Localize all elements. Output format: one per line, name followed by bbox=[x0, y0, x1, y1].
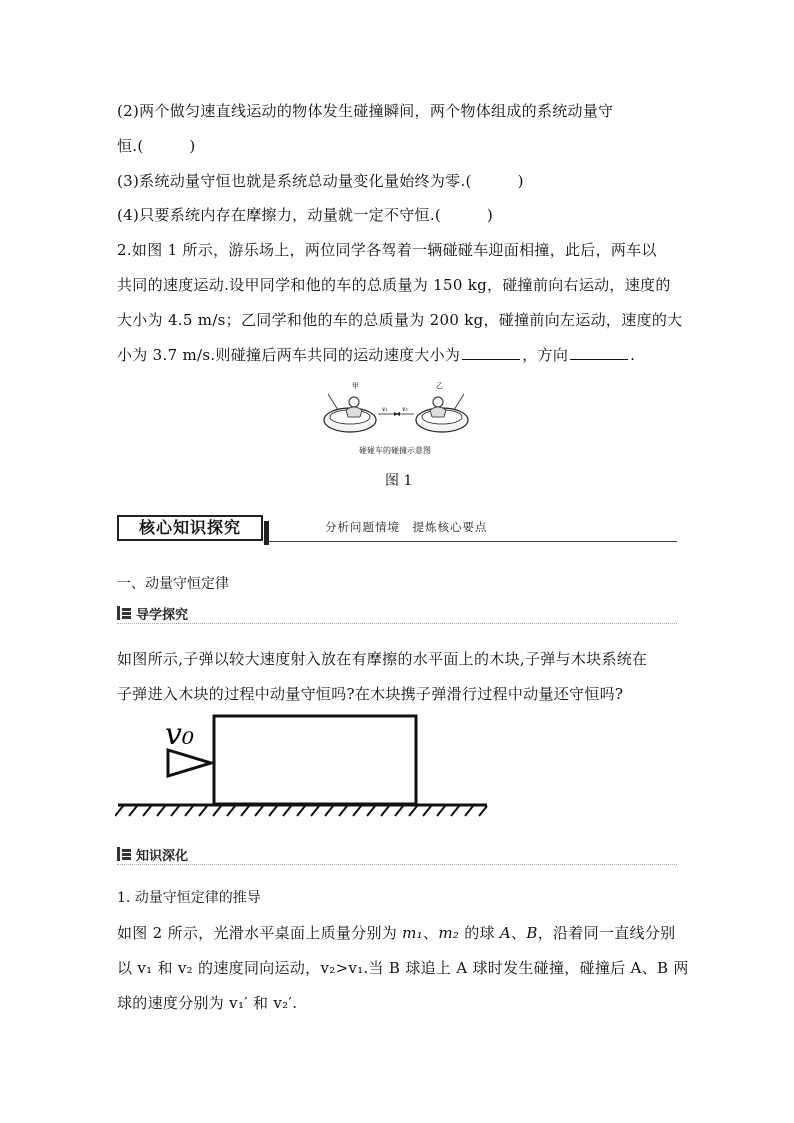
tag-bars-icon bbox=[117, 606, 131, 620]
guide-line2: 子弹进入木块的过程中动量守恒吗?在木块携子弹滑行过程中动量还守恒吗? bbox=[117, 685, 624, 703]
tag-guided-inquiry bbox=[117, 604, 188, 622]
tag-divider bbox=[117, 623, 677, 624]
section-banner bbox=[117, 515, 677, 545]
bumper-car-figure bbox=[320, 380, 470, 460]
figure-1-caption: 碰碰车的碰撞示意图 bbox=[359, 446, 431, 455]
banner-rule bbox=[267, 541, 677, 542]
banner-subtitle: 分析问题情境 提炼核心要点 bbox=[325, 520, 488, 534]
problem-2-line4-text: 小为 3.7 m/s.则碰撞后两车共同的运动速度大小为 bbox=[117, 346, 461, 364]
ball-a: A bbox=[499, 924, 512, 942]
derivation-text: 、 bbox=[423, 924, 439, 942]
mass-m1: m₁ bbox=[402, 924, 423, 942]
problem-2-line3: 大小为 4.5 m/s；乙同学和他的车的总质量为 200 kg，碰撞前向左运动，速度的大 bbox=[117, 311, 683, 329]
wood-block bbox=[214, 716, 416, 804]
derivation-text: 的球 bbox=[459, 924, 500, 942]
subsection-heading: 1. 动量守恒定律的推导 bbox=[117, 890, 261, 906]
tag-label: 知识深化 bbox=[136, 848, 189, 864]
bumper-car-illustration bbox=[320, 380, 470, 442]
section-heading: 一、动量守恒定律 bbox=[117, 576, 229, 592]
answer-blank-speed[interactable] bbox=[462, 345, 520, 360]
tag-label: 导学探究 bbox=[136, 607, 189, 623]
item-2-line2: 恒.( ) bbox=[117, 137, 196, 155]
tag-divider bbox=[117, 864, 677, 865]
derivation-text: 、 bbox=[511, 924, 527, 942]
mass-m2: m₂ bbox=[438, 924, 460, 942]
item-4: (4)只要系统内存在摩擦力，动量就一定不守恒.( ) bbox=[117, 206, 494, 224]
ball-b: B bbox=[526, 924, 538, 942]
problem-2-line4-direction: ，方向 bbox=[522, 346, 569, 364]
item-2-line1: (2)两个做匀速直线运动的物体发生碰撞瞬间，两个物体组成的系统动量守 bbox=[117, 102, 614, 120]
derivation-text: 如图 2 所示，光滑水平桌面上质量分别为 bbox=[117, 924, 403, 942]
derivation-line1 bbox=[117, 922, 675, 943]
tag-bars-icon bbox=[117, 847, 131, 861]
tag-knowledge-deepening bbox=[117, 845, 188, 863]
label-v2: v₂ bbox=[402, 406, 408, 413]
problem-2-line1: 2.如图 1 所示，游乐场上，两位同学各驾着一辆碰碰车迎面相撞，此后，两车以 bbox=[117, 241, 657, 259]
banner-title: 核心知识探究 bbox=[117, 515, 263, 541]
figure-1-label: 图 1 bbox=[385, 473, 413, 489]
item-3: (3)系统动量守恒也就是系统总动量变化量始终为零.( ) bbox=[117, 172, 524, 190]
problem-2-line4-end: . bbox=[630, 346, 636, 364]
derivation-line3: 球的速度分别为 v₁′ 和 v₂′. bbox=[117, 994, 298, 1012]
label-jia: 甲 bbox=[352, 382, 359, 390]
label-yi: 乙 bbox=[436, 382, 443, 390]
bullet bbox=[168, 750, 211, 776]
guide-line1: 如图所示,子弹以较大速度射入放在有摩擦的水平面上的木块,子弹与木块系统在 bbox=[117, 650, 648, 668]
label-v1: v₁ bbox=[382, 406, 388, 413]
problem-2-line4 bbox=[117, 344, 635, 365]
bullet-block-figure bbox=[115, 710, 490, 820]
derivation-text: ，沿着同一直线分别 bbox=[537, 924, 676, 942]
problem-2-line2: 共同的速度运动.设甲同学和他的车的总质量为 150 kg，碰撞前向右运动，速度的 bbox=[117, 276, 671, 294]
derivation-line2: 以 v₁ 和 v₂ 的速度同向运动，v₂>v₁.当 B 球追上 A 球时发生碰撞，碰撞后 A、B 两 bbox=[117, 959, 689, 977]
ground-hatching bbox=[115, 806, 487, 816]
v0-label: v₀ bbox=[165, 717, 194, 752]
bullet-block-diagram bbox=[115, 710, 490, 820]
answer-blank-direction[interactable] bbox=[570, 345, 628, 360]
